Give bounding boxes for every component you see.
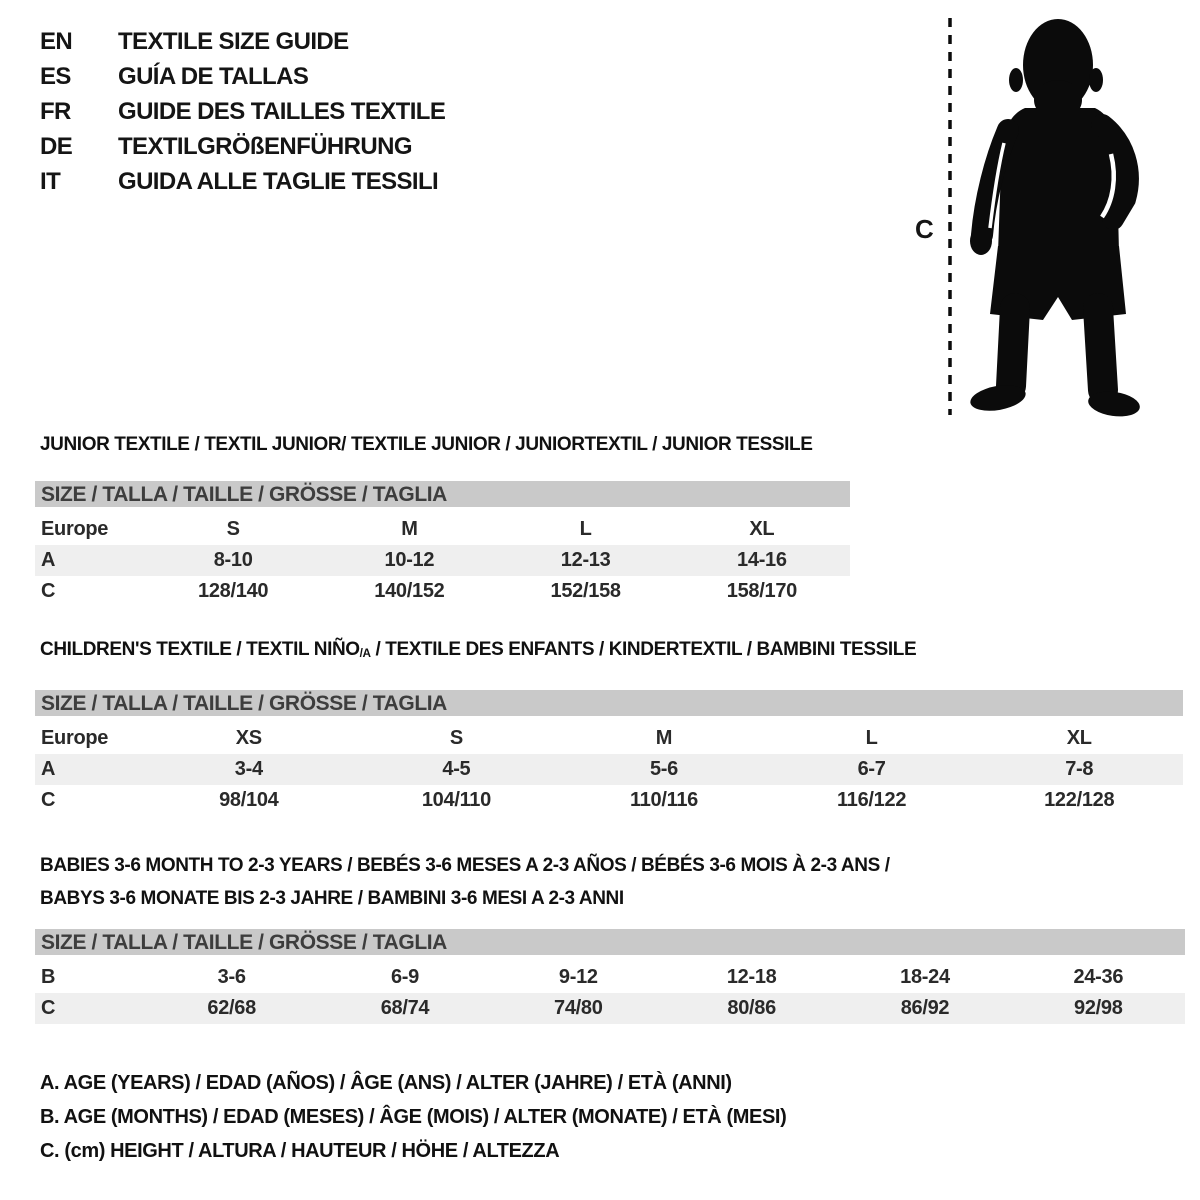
row-label: A [41,549,56,571]
babies-size-table [35,929,1185,1024]
lang-title-fr: GUIDE DES TAILLES TEXTILE [118,98,446,125]
row-label: C [41,997,56,1019]
table-cell: 80/86 [727,997,776,1019]
junior-section-title: JUNIOR TEXTILE / TEXTIL JUNIOR/ TEXTILE JUNIOR / JUNIORTEXTIL / JUNIOR TESSILE [40,434,813,455]
lang-title-es: GUÍA DE TALLAS [118,63,309,90]
junior-row-age [35,545,850,576]
table-cell: 8-10 [213,549,253,571]
row-label: C [41,789,56,811]
table-cell: 10-12 [384,549,435,571]
col-header: Europe [41,518,109,540]
babies-title-line2: BABYS 3-6 MONATE BIS 2-3 JAHRE / BAMBINI 3-6 MESI A 2-3 ANNI [40,888,624,909]
lang-code-fr: FR [40,98,71,125]
table-cell: 5-6 [649,758,678,780]
babies-row-months [35,962,1185,993]
table-cell: 110/116 [629,789,698,811]
measurement-legend [40,1066,786,1168]
table-cell: 6-9 [390,966,419,988]
table-cell: 9-12 [558,966,598,988]
junior-size-table [35,481,850,607]
legend-line-b: B. AGE (MONTHS) / EDAD (MESES) / ÂGE (MOIS) / ALTER (MONATE) / ETÀ (MESI) [40,1106,787,1128]
table-cell: 116/122 [837,789,907,811]
lang-code-de: DE [40,133,73,160]
figure-height-label: C [915,214,934,244]
table-cell: 3-4 [234,758,263,780]
col-header: XS [235,727,262,749]
table-cell: 74/80 [554,997,603,1019]
table-cell: 122/128 [1044,789,1115,811]
table-cell: 152/158 [550,580,621,602]
children-section-title [40,639,916,665]
toddler-silhouette [968,19,1141,420]
lang-title-de: TEXTILGRÖßENFÜHRUNG [118,133,412,160]
table-cell: 128/140 [198,580,269,602]
children-title-sub: /A [359,647,371,661]
children-columns-row [35,723,1183,754]
table-cell: 4-5 [442,758,471,780]
table-cell: 98/104 [219,789,279,811]
col-header: M [401,518,418,540]
table-cell: 158/170 [726,580,797,602]
table-cell: 68/74 [380,997,430,1019]
col-header: L [579,518,592,540]
legend-line-c: C. (cm) HEIGHT / ALTURA / HAUTEUR / HÖHE / ALTEZZA [40,1140,560,1162]
junior-row-height [35,576,850,607]
children-title-suffix: / TEXTILE DES ENFANTS / KINDERTEXTIL / BAMBINI TESSILE [370,639,917,660]
table-cell: 12-18 [726,966,777,988]
table-cell: 92/98 [1074,997,1123,1019]
table-cell: 3-6 [217,966,246,988]
children-row-height [35,785,1183,816]
babies-table-header-bar: SIZE / TALLA / TAILLE / GRÖSSE / TAGLIA [35,929,1185,955]
height-measure-figure [905,8,1150,428]
col-header: S [449,727,463,749]
table-cell: 12-13 [560,549,611,571]
col-header: XL [1066,727,1092,749]
table-cell: 24-36 [1073,966,1124,988]
table-cell: 18-24 [900,966,950,988]
children-table-header-bar: SIZE / TALLA / TAILLE / GRÖSSE / TAGLIA [35,690,1183,716]
table-cell: 140/152 [374,580,445,602]
row-label: B [41,966,56,988]
legend-line-a: A. AGE (YEARS) / EDAD (AÑOS) / ÂGE (ANS) / ALTER (JAHRE) / ETÀ (ANNI) [40,1072,732,1094]
junior-table-header-bar: SIZE / TALLA / TAILLE / GRÖSSE / TAGLIA [35,481,850,507]
table-cell: 86/92 [900,997,950,1019]
language-title-list [40,30,445,194]
lang-code-it: IT [40,168,61,195]
col-header: XL [749,518,775,540]
lang-title-it: GUIDA ALLE TAGLIE TESSILI [118,168,439,195]
toddler-silhouette-graphic [905,8,1150,428]
row-label: A [41,758,56,780]
children-row-age [35,754,1183,785]
babies-title-line1: BABIES 3-6 MONTH TO 2-3 YEARS / BEBÉS 3-6 MESES A 2-3 AÑOS / BÉBÉS 3-6 MOIS À 2-3 ANS / [40,855,890,876]
table-cell: 62/68 [207,997,256,1019]
table-cell: 6-7 [857,758,886,780]
lang-code-es: ES [40,63,71,90]
col-header: S [226,518,240,540]
col-header: L [865,727,878,749]
row-label: C [41,580,56,602]
babies-row-height [35,993,1185,1024]
table-cell: 14-16 [737,549,787,571]
children-size-table [35,690,1183,816]
junior-columns-row [35,514,850,545]
col-header: M [655,727,673,749]
col-header: Europe [41,727,109,749]
table-cell: 7-8 [1065,758,1094,780]
lang-code-en: EN [40,28,73,55]
lang-title-en: TEXTILE SIZE GUIDE [118,28,349,55]
children-title-prefix: CHILDREN'S TEXTILE / TEXTIL NIÑO [40,639,360,660]
babies-section-title [40,849,890,915]
table-cell: 104/110 [421,789,491,811]
